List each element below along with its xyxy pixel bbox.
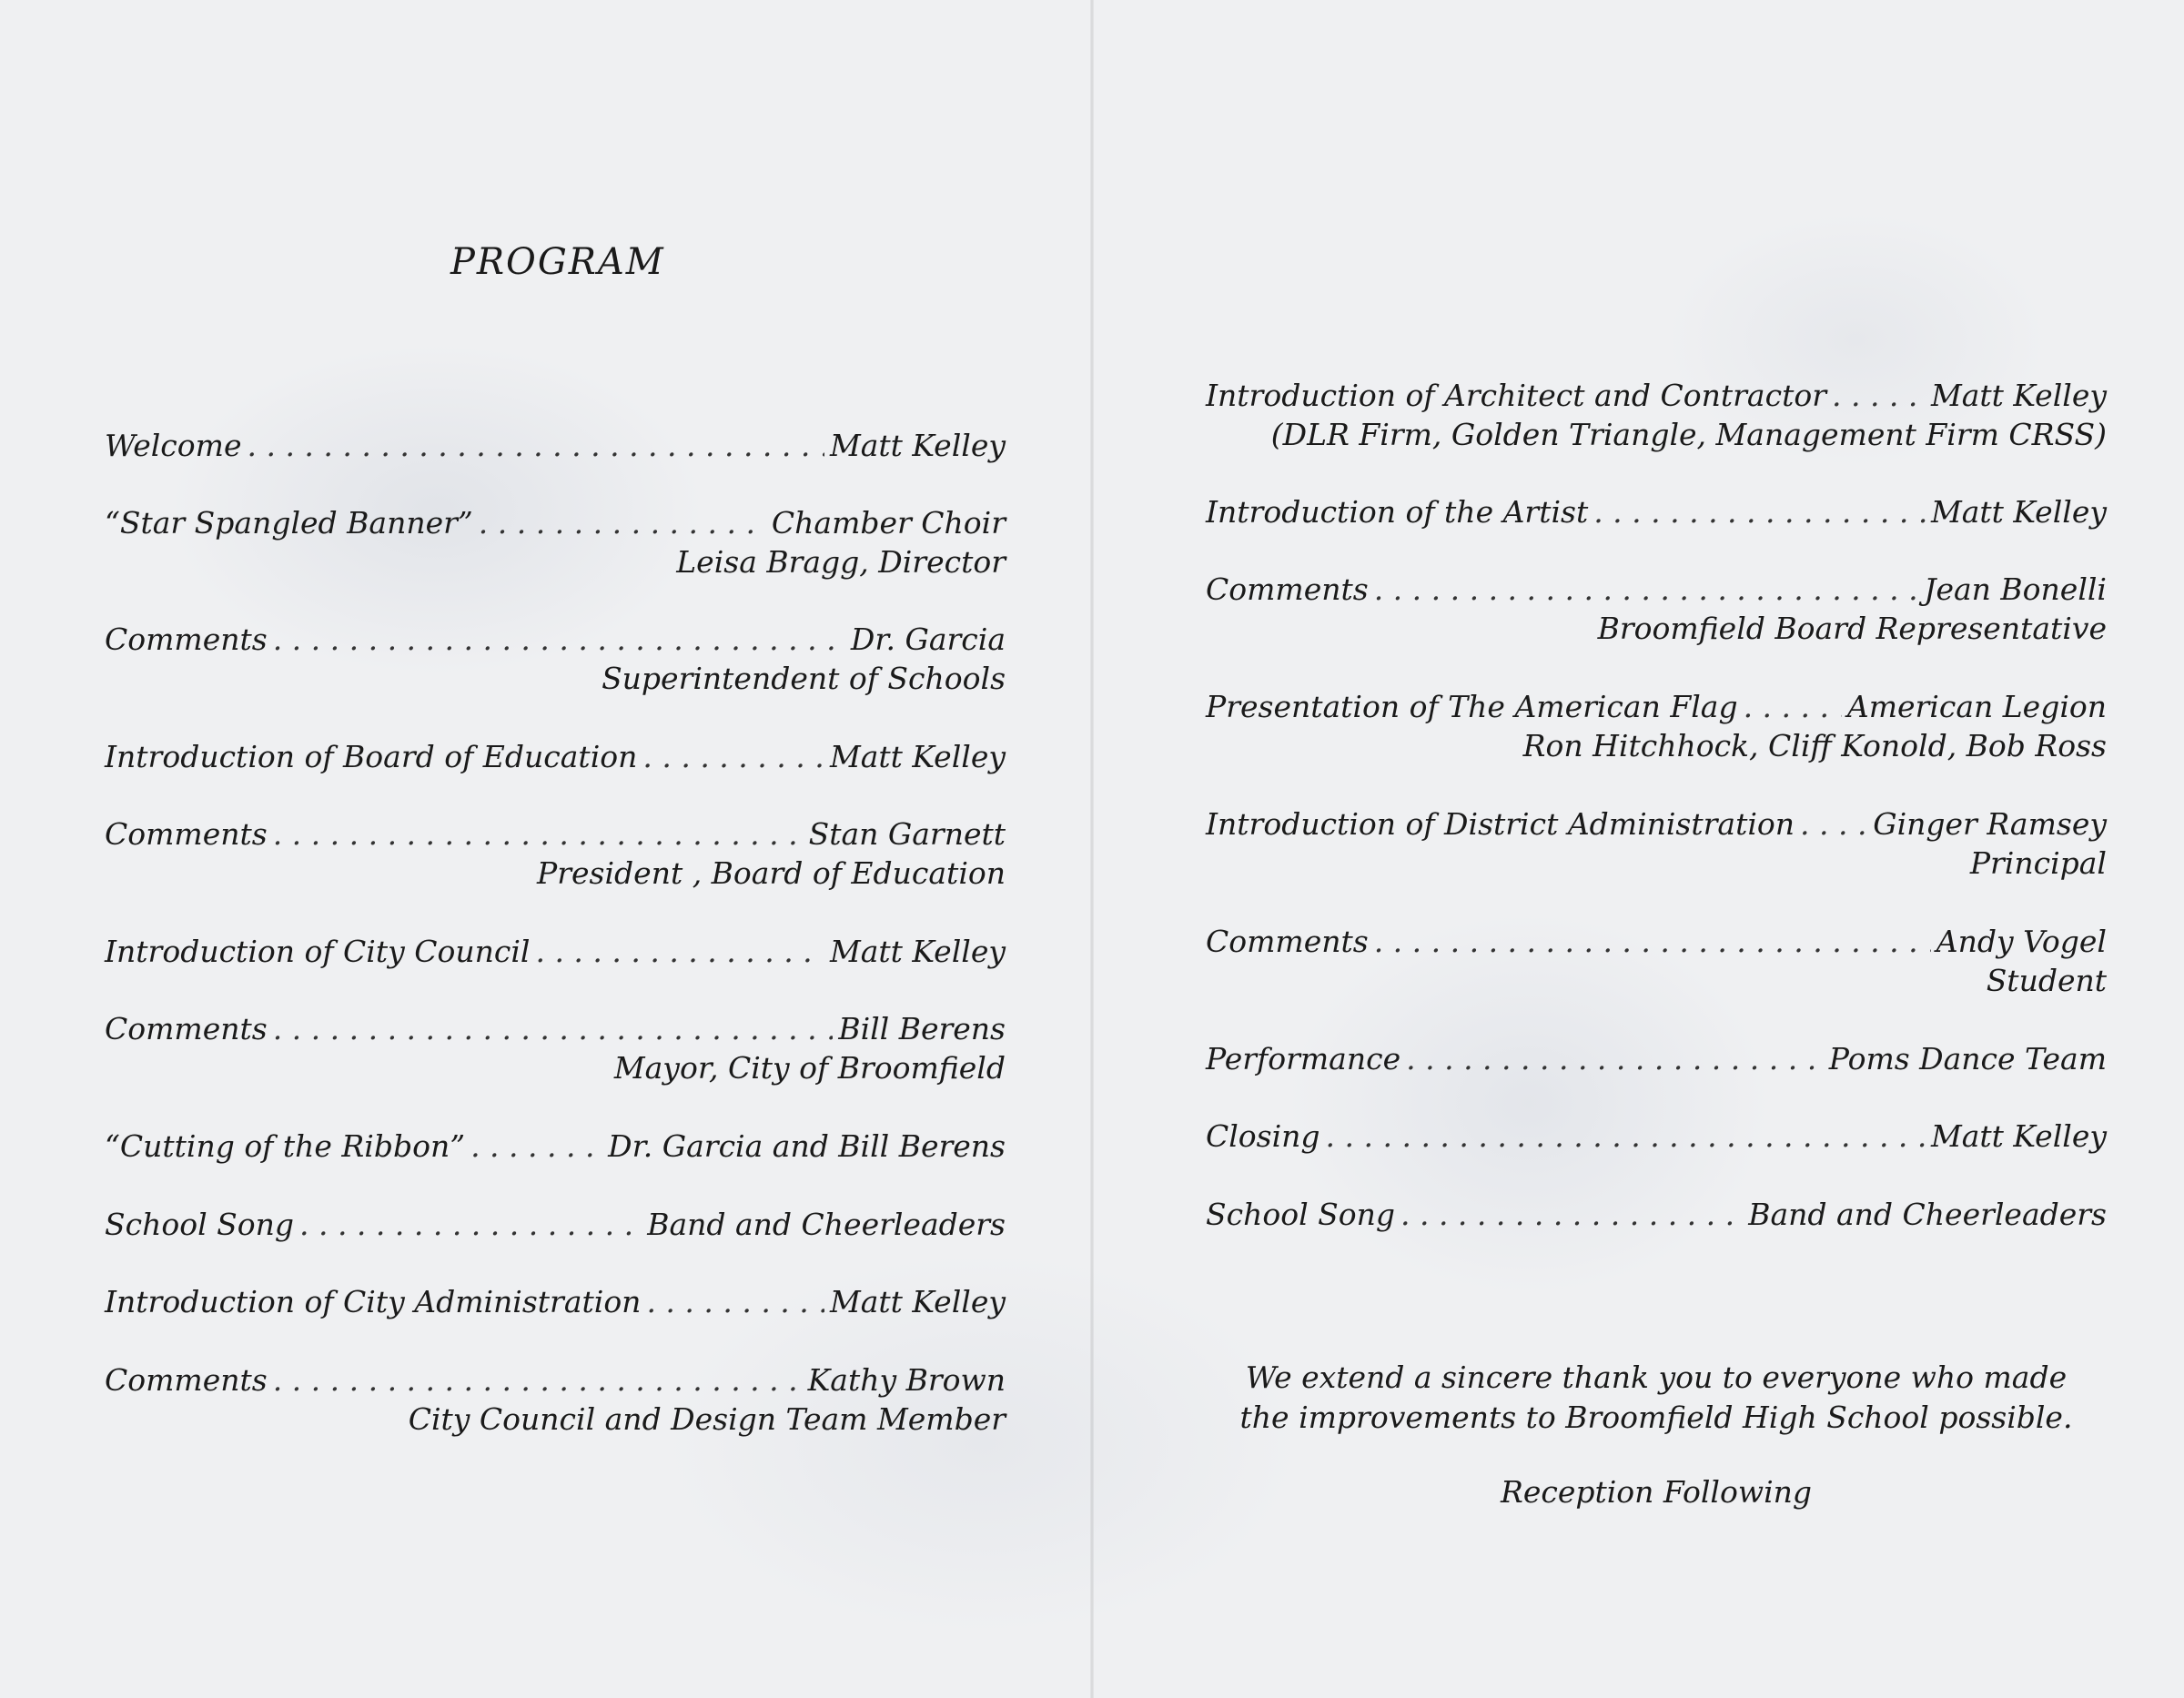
program-item <box>1206 378 2107 452</box>
speaker-detail: Ron Hitchhock, Cliff Konold, Bob Ross <box>1522 728 2107 763</box>
reception-note: Reception Following <box>1500 1474 1813 1510</box>
event-name: School Song <box>105 1207 294 1242</box>
program-item <box>1206 806 2107 881</box>
leader-dots <box>299 1207 642 1242</box>
event-name: Introduction of District Administration <box>1206 806 1795 842</box>
speaker-name: Matt Kelley <box>829 934 1006 969</box>
left-page <box>105 0 1006 1698</box>
program-item <box>105 1362 1006 1437</box>
speaker-name: Jean Bonelli <box>1924 571 2107 607</box>
event-name: Comments <box>105 816 268 852</box>
event-name: Introduction of City Council <box>105 934 531 969</box>
program-item <box>1206 1197 2107 1232</box>
leader-dots <box>273 816 804 852</box>
event-name: “Cutting of the Ribbon” <box>105 1128 466 1164</box>
speaker-detail: Mayor, City of Broomfield <box>613 1050 1006 1086</box>
program-item <box>105 816 1006 891</box>
leader-dots <box>646 1284 824 1319</box>
speaker-name: Matt Kelley <box>829 428 1006 463</box>
speaker-name: Poms Dance Team <box>1828 1041 2107 1076</box>
event-name: Welcome <box>105 428 242 463</box>
event-name: Comments <box>105 1362 268 1398</box>
program-item <box>105 739 1006 774</box>
leader-dots <box>535 934 824 969</box>
program-item <box>1206 571 2107 646</box>
event-name: Performance <box>1206 1041 1401 1076</box>
speaker-name: Band and Cheerleaders <box>1748 1197 2107 1232</box>
speaker-name: Matt Kelley <box>829 1284 1006 1319</box>
speaker-detail: President , Board of Education <box>537 855 1006 891</box>
program-item <box>105 428 1006 463</box>
leader-dots <box>1744 689 1842 724</box>
event-name: Presentation of The American Flag <box>1206 689 1738 724</box>
program-item <box>1206 1118 2107 1154</box>
speaker-name: Kathy Brown <box>807 1362 1006 1398</box>
program-item <box>1206 1041 2107 1076</box>
program-item <box>1206 494 2107 530</box>
leader-dots <box>1800 806 1867 842</box>
leader-dots <box>1400 1197 1743 1232</box>
speaker-name: Matt Kelley <box>829 739 1006 774</box>
center-fold <box>1090 0 1094 1698</box>
speaker-name: Band and Cheerleaders <box>647 1207 1006 1242</box>
speaker-name: Bill Berens <box>838 1011 1006 1046</box>
leader-dots <box>273 1011 834 1046</box>
thank-you-note <box>1206 1358 2107 1438</box>
program-item <box>105 505 1006 580</box>
event-name: Comments <box>1206 571 1369 607</box>
program-item <box>105 934 1006 969</box>
leader-dots <box>1406 1041 1824 1076</box>
event-name: School Song <box>1206 1197 1395 1232</box>
event-name: “Star Spangled Banner” <box>105 505 473 541</box>
program-item <box>105 1207 1006 1242</box>
speaker-detail: City Council and Design Team Member <box>408 1401 1006 1437</box>
leader-dots <box>273 622 845 657</box>
leader-dots <box>1832 378 1926 413</box>
leader-dots <box>1374 924 1931 959</box>
speaker-detail: Leisa Bragg, Director <box>676 544 1006 580</box>
program-item <box>105 1011 1006 1086</box>
speaker-detail: Broomfield Board Representative <box>1597 611 2107 646</box>
leader-dots <box>1326 1118 1926 1154</box>
event-name: Comments <box>105 622 268 657</box>
program-item <box>1206 924 2107 998</box>
event-name: Introduction of the Artist <box>1206 494 1589 530</box>
speaker-detail: Principal <box>1969 845 2107 881</box>
program-item <box>105 1128 1006 1164</box>
thank-you-line: We extend a sincere thank you to everyone who made <box>1245 1359 2068 1395</box>
leader-dots <box>1374 571 1919 607</box>
speaker-name: Chamber Choir <box>771 505 1006 541</box>
event-name: Introduction of City Administration <box>105 1284 642 1319</box>
speaker-name: Matt Kelley <box>1930 378 2107 413</box>
leader-dots <box>1593 494 1926 530</box>
program-item <box>1206 689 2107 763</box>
right-page <box>1206 0 2107 1698</box>
leader-dots <box>247 428 824 463</box>
leader-dots <box>642 739 824 774</box>
speaker-name: Ginger Ramsey <box>1873 806 2107 842</box>
event-name: Comments <box>1206 924 1369 959</box>
event-name: Closing <box>1206 1118 1320 1154</box>
speaker-name: Matt Kelley <box>1930 494 2107 530</box>
leader-dots <box>470 1128 602 1164</box>
speaker-name: Dr. Garcia <box>850 622 1006 657</box>
speaker-name: Stan Garnett <box>808 816 1006 852</box>
event-name: Introduction of Architect and Contractor <box>1206 378 1826 413</box>
event-name: Comments <box>105 1011 268 1046</box>
leader-dots <box>273 1362 803 1398</box>
speaker-detail: Student <box>1986 963 2107 998</box>
speaker-detail: (DLR Firm, Golden Triangle, Management Firm CRSS) <box>1270 417 2107 452</box>
program-item <box>105 622 1006 696</box>
thank-you-line: the improvements to Broomfield High School possible. <box>1239 1400 2073 1435</box>
speaker-name: Dr. Garcia and Bill Berens <box>608 1128 1006 1164</box>
speaker-name: Andy Vogel <box>1936 924 2107 959</box>
leader-dots <box>479 505 766 541</box>
program-item <box>105 1284 1006 1319</box>
speaker-detail: Superintendent of Schools <box>602 661 1006 696</box>
speaker-name: Matt Kelley <box>1930 1118 2107 1154</box>
event-name: Introduction of Board of Education <box>105 739 638 774</box>
speaker-name: American Legion <box>1846 689 2107 724</box>
program-title: PROGRAM <box>450 241 665 283</box>
